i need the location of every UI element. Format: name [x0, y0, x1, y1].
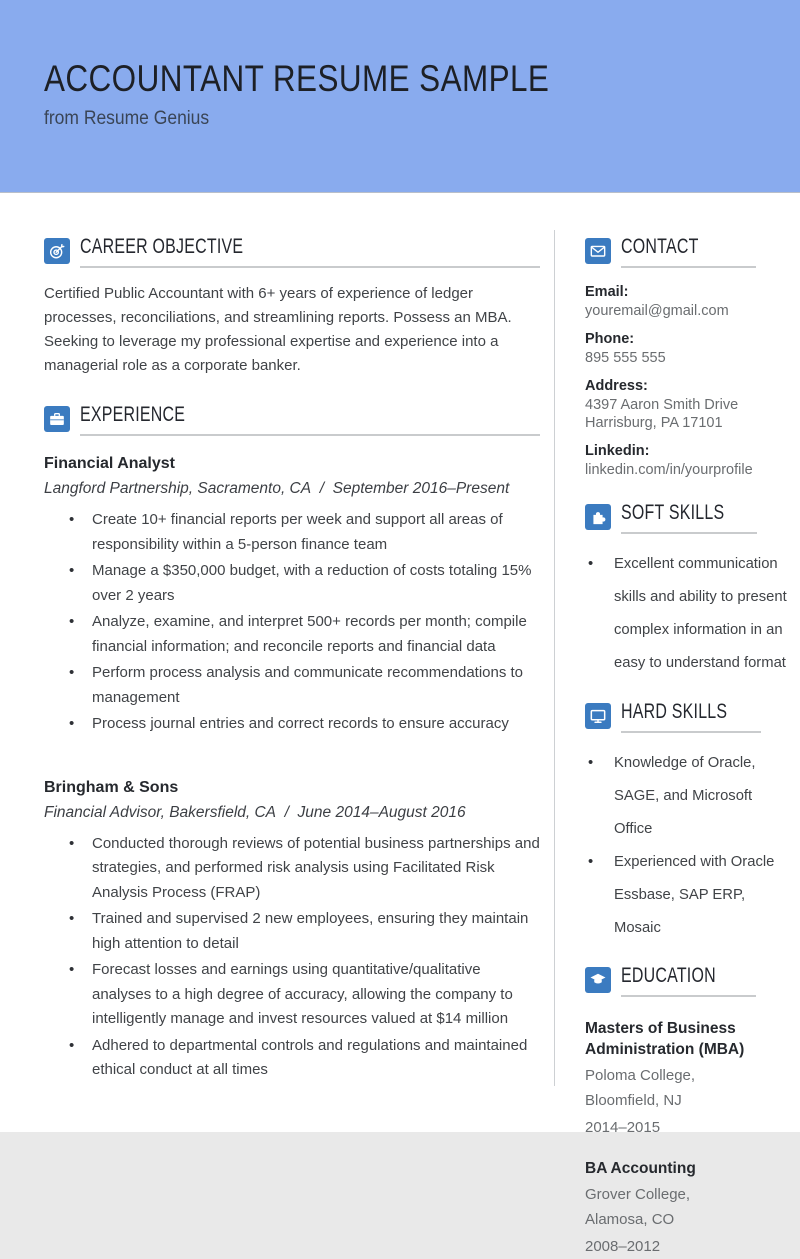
section-education: [585, 965, 792, 1259]
education-dates: 2014–2015: [585, 1119, 661, 1136]
contact-value: 895 555 555: [585, 350, 666, 366]
job-entry-bringham-sons: [44, 777, 540, 1083]
job-bullet: • Process journal entries and correct records to ensure accuracy: [44, 712, 540, 737]
job-entry-financial-analyst: [44, 453, 540, 737]
school-location: Alamosa, CO: [585, 1211, 675, 1228]
contact-item-linkedin: [585, 442, 792, 479]
contact-value: youremail@gmail.com: [585, 303, 729, 319]
job-bullet: • Manage a $350,000 budget, with a reduction of costs totaling 15% over 2 years: [44, 559, 540, 608]
page-subtitle: from Resume Genius: [44, 108, 210, 129]
job-title: Financial Analyst: [44, 455, 175, 472]
contact-value: linkedin.com/in/yourprofile: [585, 462, 753, 478]
job-bullet: • Adhered to departmental controls and regulations and maintained ethical conduct at all times: [44, 1034, 540, 1083]
contact-label: Address:: [585, 378, 648, 394]
job-bullet: • Create 10+ financial reports per week and support all areas of responsibility within a 5-person finance team: [44, 508, 540, 557]
section-soft-skills: [585, 502, 792, 680]
job-bullet: • Perform process analysis and communicate recommendations to management: [44, 661, 540, 710]
main-column: [0, 236, 554, 1259]
job-bullet: • Conducted thorough reviews of potential business partnerships and strategies, and performed risk analysis using Facilitated Risk Analysis Process (FRAP): [44, 832, 540, 906]
degree-name: BA Accounting: [585, 1160, 696, 1177]
job-bullet-list: [44, 508, 540, 737]
job-title: Bringham & Sons: [44, 778, 179, 796]
career-objective-header: [44, 236, 540, 268]
hard-skills-heading: HARD SKILLS: [621, 701, 761, 733]
puzzle-icon: [585, 504, 611, 530]
contact-label: Email:: [585, 284, 629, 300]
soft-skills-list: [585, 548, 792, 680]
degree-name: Masters of Business Administration (MBA): [585, 1020, 745, 1058]
education-entry-ba: [585, 1158, 792, 1259]
hard-skill-bullet: • Knowledge of Oracle, SAGE, and Microsoft Office: [585, 747, 792, 846]
experience-heading: EXPERIENCE: [80, 404, 540, 436]
education-dates: 2008–2012: [585, 1238, 661, 1255]
content-area: [0, 193, 800, 1259]
contact-item-address: [585, 377, 792, 432]
section-hard-skills: [585, 701, 792, 945]
career-objective-text: Certified Public Accountant with 6+ years of experience of ledger processes, reconciliations, and streamlining reports. Possess an MBA. Seeking to leverage my professional expertise and experience into a managerial role as a corporate banker.: [44, 285, 512, 374]
briefcase-icon: [44, 406, 70, 432]
education-entries: [585, 1018, 792, 1259]
school-name: Grover College,: [585, 1186, 691, 1203]
contact-label: Phone:: [585, 331, 635, 347]
column-divider: [554, 230, 555, 1086]
soft-skill-bullet: • Excellent communication skills and ability to present complex information in an easy to understand format: [585, 548, 792, 680]
contact-item-email: [585, 283, 792, 320]
graduation-cap-icon: [585, 967, 611, 993]
soft-skills-header: [585, 502, 792, 534]
education-heading: EDUCATION: [621, 965, 756, 997]
job-meta: Langford Partnership, Sacramento, CA / September 2016–Present: [44, 480, 510, 497]
job-bullet: • Analyze, examine, and interpret 500+ records per month; compile financial information; and reconcile reports and financial data: [44, 610, 540, 659]
soft-skills-heading: SOFT SKILLS: [621, 502, 757, 534]
career-objective-heading: CAREER OBJECTIVE: [80, 236, 540, 268]
envelope-icon: [585, 238, 611, 264]
hard-skill-bullet: • Experienced with Oracle Essbase, SAP ERP, Mosaic: [585, 846, 792, 945]
school-location: Bloomfield, NJ: [585, 1092, 682, 1109]
job-bullet-list: [44, 832, 540, 1083]
job-meta: Financial Advisor, Bakersfield, CA / June 2014–August 2016: [44, 803, 466, 821]
hard-skills-list: [585, 747, 792, 945]
contact-label: Linkedin:: [585, 443, 650, 459]
experience-header: [44, 404, 540, 436]
contact-header: [585, 236, 792, 268]
hard-skills-header: [585, 701, 792, 733]
target-icon: [44, 238, 70, 264]
section-contact: [585, 236, 792, 479]
section-career-objective: [44, 236, 540, 378]
contact-heading: CONTACT: [621, 236, 756, 268]
sidebar-column: [554, 236, 800, 1259]
job-bullet: • Trained and supervised 2 new employees, ensuring they maintain high attention to detail: [44, 907, 540, 956]
contact-item-phone: [585, 330, 792, 367]
contact-value: Harrisburg, PA 17101: [585, 415, 723, 431]
header-band: [0, 0, 800, 193]
job-bullet: • Forecast losses and earnings using quantitative/qualitative analyses to a high degree of accuracy, allowing the company to intelligently manage and invest resources valued at $14 million: [44, 958, 540, 1032]
school-name: Poloma College,: [585, 1067, 696, 1084]
contact-value: 4397 Aaron Smith Drive: [585, 397, 739, 413]
education-header: [585, 965, 792, 997]
monitor-icon: [585, 703, 611, 729]
section-experience: [44, 404, 540, 1083]
education-entry-mba: [585, 1018, 792, 1140]
contact-items: [585, 283, 792, 479]
page-title: ACCOUNTANT RESUME SAMPLE: [44, 58, 550, 99]
